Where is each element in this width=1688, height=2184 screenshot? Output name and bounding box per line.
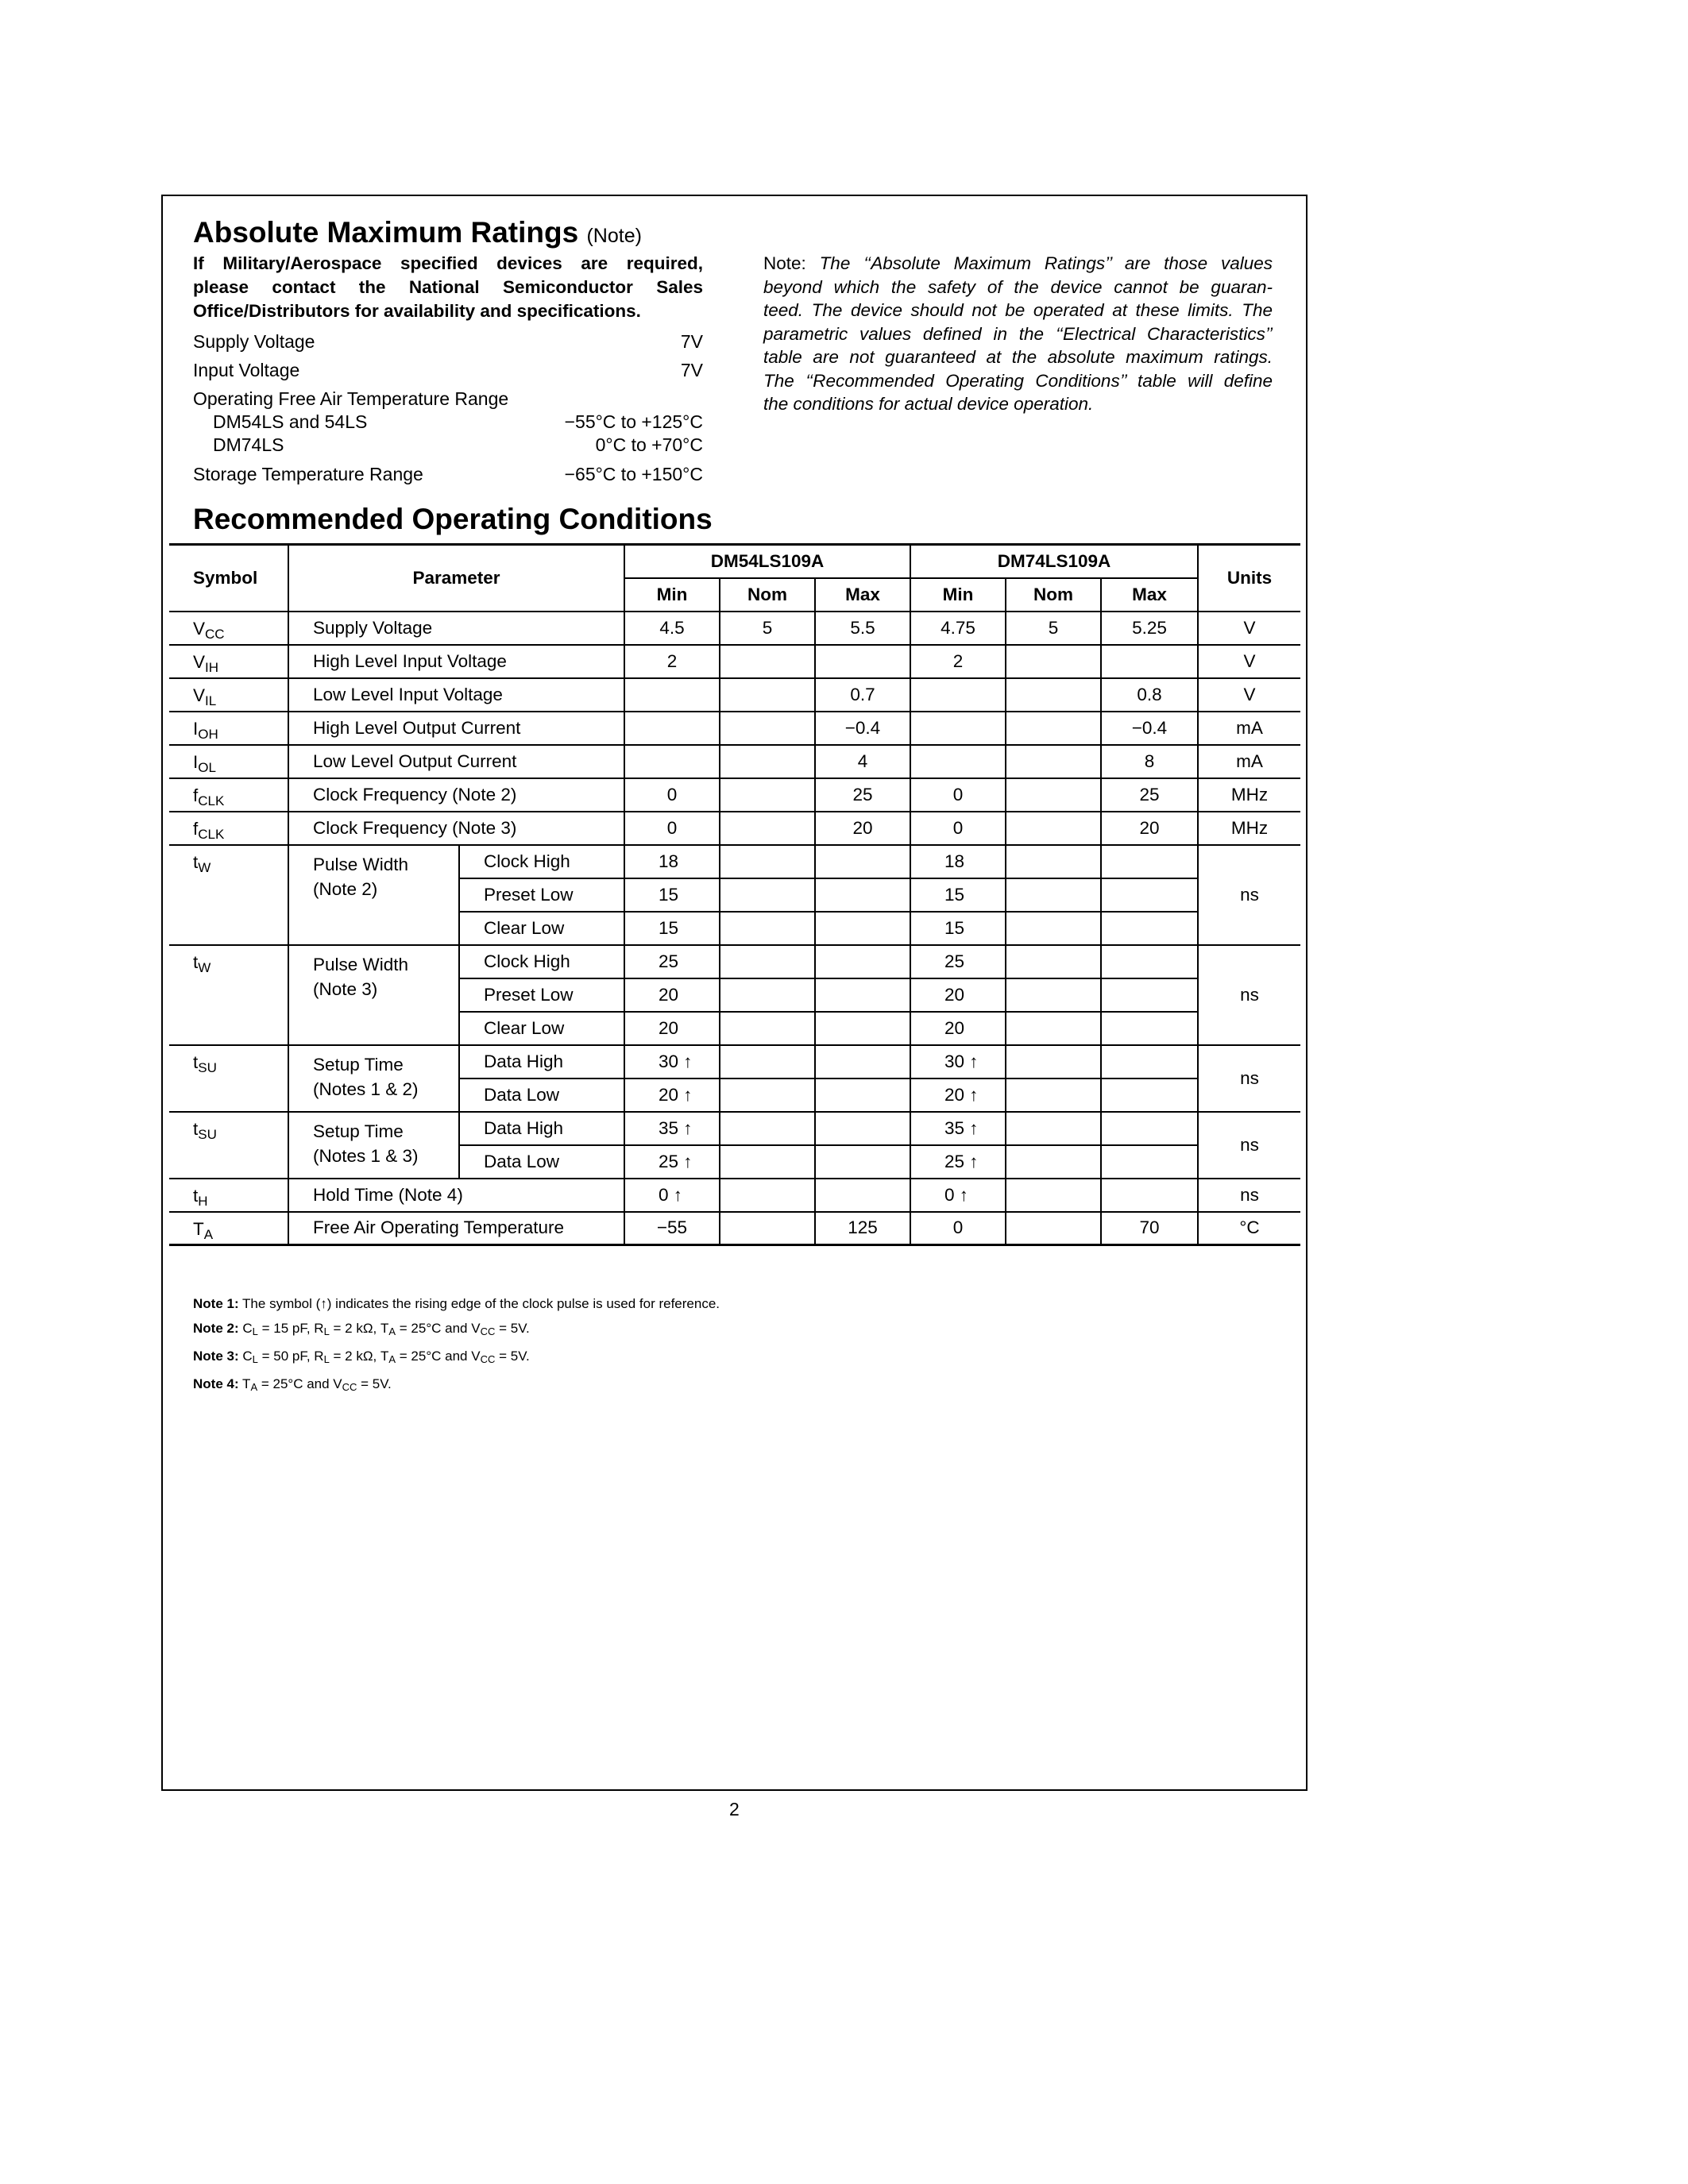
col-dm74: DM74LS109A [910,545,1198,578]
value-cell [720,645,815,678]
col-max: Max [815,578,910,612]
symbol-cell: $t_W$ [169,945,288,1045]
condition-cell: Clear Low [459,1012,624,1045]
value-cell: −0.4 [815,712,910,745]
parameter-cell: Pulse Width (Note 3) [288,945,459,1045]
table-row [169,778,1300,812]
parameter-cell: High Level Input Voltage [288,645,624,678]
parameter-cell: Free Air Operating Temperature [288,1212,624,1245]
value-cell [720,678,815,712]
table-row [169,1045,1300,1078]
col-min: Min [624,578,720,612]
table-row [169,612,1300,645]
value-cell: 2 [910,645,1006,678]
value-cell: 2 [624,645,720,678]
value-cell: 20 ↑ [624,1078,720,1112]
abs-max-title [193,216,642,249]
unit-cell: ns [1198,1045,1300,1112]
value-cell: −0.4 [1101,712,1198,745]
unit-cell: V [1198,645,1300,678]
rating-label: Input Voltage [193,360,300,380]
note-line: table are not guaranteed at the absolute maximum ratings. [763,347,1273,367]
value-cell [624,745,720,778]
note-line: teed. The device should not be operated at these limits. The [763,300,1273,320]
value-cell: 20 [624,1012,720,1045]
unit-cell: ns [1198,1112,1300,1179]
value-cell [720,778,815,812]
rating-value: 0°C to +70°C [595,434,703,455]
value-cell: 25 [1101,778,1198,812]
rising-edge-arrow-icon: ↑ [969,1117,979,1138]
rating-label: Supply Voltage [193,331,315,352]
roc-title: Recommended Operating Conditions [193,503,713,535]
abs-max-title-note: (Note) [586,225,642,247]
parameter-cell: Clock Frequency (Note 2) [288,778,624,812]
parameter-cell: Supply Voltage [288,612,624,645]
table-row [169,845,1300,878]
value-cell: 20 [815,812,910,845]
rating-value: 7V [680,360,703,380]
value-cell: 0 [624,778,720,812]
value-cell: 20 [1101,812,1198,845]
condition-cell: Clock High [459,845,624,878]
value-cell [910,745,1006,778]
note-line: The ‘‘Absolute Maximum Ratings’’ are those values [819,253,1273,273]
parameter-cell: Hold Time (Note 4) [288,1179,624,1212]
rising-edge-arrow-icon: ↑ [969,1051,979,1071]
value-cell [1006,712,1101,745]
value-cell [1006,678,1101,712]
symbol-cell: $V_{IH}$ [169,645,288,678]
value-cell: 4.5 [624,612,720,645]
col-dm54: DM54LS109A [624,545,910,578]
col-parameter: Parameter [288,545,624,612]
rising-edge-arrow-icon: ↑ [683,1084,693,1105]
intro-line: please contact the National Semiconductor Sales [193,277,703,297]
value-cell [624,678,720,712]
rating-label: Storage Temperature Range [193,464,423,484]
value-cell: 35 ↑ [624,1112,720,1145]
rating-dm54-temp [213,411,703,433]
value-cell: 4.75 [910,612,1006,645]
value-cell [1006,745,1101,778]
rating-label: Operating Free Air Temperature Range [193,388,509,409]
value-cell: 0 ↑ [624,1179,720,1212]
rating-dm74-temp [213,434,703,456]
value-cell [624,712,720,745]
value-cell: 0 [910,812,1006,845]
military-intro [193,252,703,323]
rising-edge-arrow-icon: ↑ [959,1184,969,1205]
value-cell: 15 [910,878,1006,912]
note-line: parametric values defined in the ‘‘Electrical Characteristics’’ [763,323,1273,344]
value-cell: 0 [910,778,1006,812]
value-cell [720,712,815,745]
table-row [169,1212,1300,1245]
unit-cell: ns [1198,1179,1300,1212]
intro-line: Office/Distributors for availability and specifications. [193,301,641,321]
rising-edge-arrow-icon: ↑ [683,1151,693,1171]
note-3: Note 3: $C_L = 50$ pF, $R_L = 2$ kΩ, $T_A = 25^\circ C$ and $V_{CC} = 5V$. [193,1349,530,1365]
col-max: Max [1101,578,1198,612]
col-symbol: Symbol [169,545,288,612]
rising-edge-arrow-icon: ↑ [320,1296,327,1311]
unit-cell: V [1198,678,1300,712]
abs-max-note [763,252,1273,416]
unit-cell: mA [1198,745,1300,778]
unit-cell: ns [1198,845,1300,945]
table-row [169,712,1300,745]
note-2: Note 2: $C_L = 15$ pF, $R_L = 2$ kΩ, $T_A = 25^\circ C$ and $V_{CC} = 5V$. [193,1321,530,1337]
value-cell: 15 [624,912,720,945]
note-line: The ‘‘Recommended Operating Conditions’’ table will define [763,370,1273,391]
rating-label: DM74LS [213,434,284,455]
value-cell [1006,778,1101,812]
note-line: the conditions for actual device operation. [763,394,1094,414]
condition-cell: Data Low [459,1078,624,1112]
roc-table [169,543,1300,1246]
value-cell: 125 [815,1212,910,1245]
col-nom: Nom [1006,578,1101,612]
intro-line: If Military/Aerospace specified devices are required, [193,253,703,273]
symbol-cell: $t_{SU}$ [169,1045,288,1112]
value-cell [910,712,1006,745]
symbol-cell: $V_{CC}$ [169,612,288,645]
value-cell: 25 ↑ [910,1145,1006,1179]
rising-edge-arrow-icon: ↑ [969,1084,979,1105]
rating-operating-temp-heading [193,388,703,410]
value-cell: 70 [1101,1212,1198,1245]
parameter-cell: High Level Output Current [288,712,624,745]
unit-cell: MHz [1198,778,1300,812]
abs-max-title-text: Absolute Maximum Ratings [193,216,579,249]
symbol-cell: $f_{CLK}$ [169,812,288,845]
value-cell: 15 [910,912,1006,945]
parameter-cell: Low Level Input Voltage [288,678,624,712]
condition-cell: Data High [459,1045,624,1078]
value-cell [720,812,815,845]
value-cell [1101,645,1198,678]
value-cell: 5.25 [1101,612,1198,645]
table-row [169,645,1300,678]
note-line: beyond which the safety of the device cannot be guaran- [763,276,1273,297]
page-number: 2 [729,1799,740,1819]
value-cell: 25 [624,945,720,978]
parameter-cell: Clock Frequency (Note 3) [288,812,624,845]
rating-label: DM54LS and 54LS [213,411,368,432]
symbol-cell: $V_{IL}$ [169,678,288,712]
value-cell: 20 [624,978,720,1012]
value-cell: 20 [910,1012,1006,1045]
symbol-cell: $I_{OL}$ [169,745,288,778]
value-cell: 5 [720,612,815,645]
symbol-cell: $T_A$ [169,1212,288,1245]
rating-input-voltage [193,360,703,381]
rising-edge-arrow-icon: ↑ [969,1151,979,1171]
condition-cell: Clear Low [459,912,624,945]
rating-value: −55°C to +125°C [564,411,703,432]
col-min: Min [910,578,1006,612]
col-nom: Nom [720,578,815,612]
symbol-cell: $f_{CLK}$ [169,778,288,812]
rising-edge-arrow-icon: ↑ [673,1184,683,1205]
note-1: Note 1: The symbol (↑) indicates the rising edge of the clock pulse is used for reference. [193,1296,720,1311]
condition-cell: Preset Low [459,978,624,1012]
value-cell: 0 [624,812,720,845]
value-cell: 35 ↑ [910,1112,1006,1145]
rising-edge-arrow-icon: ↑ [683,1117,693,1138]
value-cell: 0.7 [815,678,910,712]
value-cell: 0 ↑ [910,1179,1006,1212]
value-cell: 0.8 [1101,678,1198,712]
value-cell: 25 [910,945,1006,978]
value-cell: 5.5 [815,612,910,645]
note-4: Note 4: $T_A = 25^\circ C$ and $V_{CC} = 5V$. [193,1376,392,1393]
parameter-cell: Setup Time (Notes 1 & 3) [288,1112,459,1179]
unit-cell: MHz [1198,812,1300,845]
table-row [169,745,1300,778]
rating-supply-voltage [193,331,703,353]
value-cell: 25 [815,778,910,812]
table-row [169,945,1300,978]
parameter-cell: Low Level Output Current [288,745,624,778]
value-cell [815,645,910,678]
parameter-cell: Pulse Width (Note 2) [288,845,459,945]
value-cell: 18 [624,845,720,878]
col-units: Units [1198,545,1300,612]
value-cell [720,745,815,778]
value-cell: 30 ↑ [910,1045,1006,1078]
value-cell [1006,645,1101,678]
symbol-cell: $t_W$ [169,845,288,945]
value-cell: 20 [910,978,1006,1012]
table-row [169,1179,1300,1212]
table-row [169,1112,1300,1145]
note-label: Note: [763,253,806,273]
value-cell: 4 [815,745,910,778]
value-cell: 25 ↑ [624,1145,720,1179]
unit-cell: mA [1198,712,1300,745]
symbol-cell: $t_{SU}$ [169,1112,288,1179]
parameter-cell: Setup Time (Notes 1 & 2) [288,1045,459,1112]
condition-cell: Preset Low [459,878,624,912]
value-cell: 20 ↑ [910,1078,1006,1112]
value-cell: −55 [624,1212,720,1245]
value-cell: 5 [1006,612,1101,645]
rating-value: 7V [680,331,703,352]
value-cell: 8 [1101,745,1198,778]
value-cell [910,678,1006,712]
value-cell: 15 [624,878,720,912]
condition-cell: Data High [459,1112,624,1145]
value-cell: 18 [910,845,1006,878]
value-cell: 30 ↑ [624,1045,720,1078]
symbol-cell: $I_{OH}$ [169,712,288,745]
rating-value: −65°C to +150°C [564,464,703,484]
unit-cell: °C [1198,1212,1300,1245]
value-cell: 0 [910,1212,1006,1245]
table-row [169,812,1300,845]
rising-edge-arrow-icon: ↑ [683,1051,693,1071]
condition-cell: Data Low [459,1145,624,1179]
value-cell [1006,812,1101,845]
unit-cell: V [1198,612,1300,645]
footnotes [193,1291,720,1399]
table-row [169,678,1300,712]
unit-cell: ns [1198,945,1300,1045]
condition-cell: Clock High [459,945,624,978]
symbol-cell: $t_H$ [169,1179,288,1212]
rating-storage-temp [193,464,703,485]
